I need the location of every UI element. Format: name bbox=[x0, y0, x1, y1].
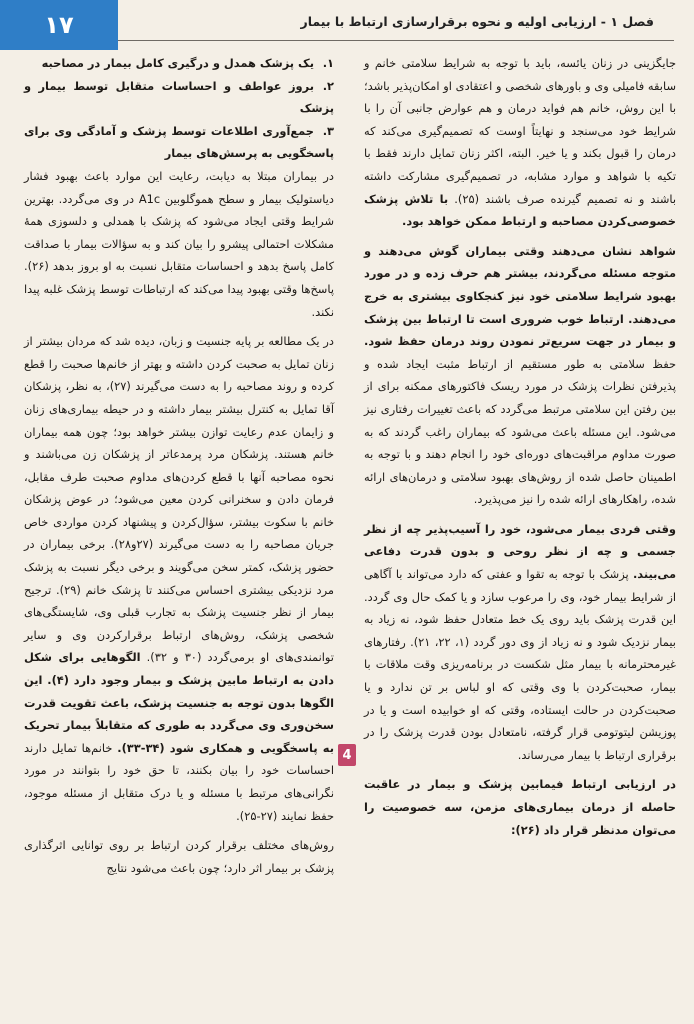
paragraph: در بیماران مبتلا به دیابت، رعایت این موارد باعث بهبود فشار دیاستولیک بیمار و سطح هموگلوبین A1c در وی می‌گردد. بهترین شرایط وقتی ایجاد می‌شود که پزشک با همدلی و دلسوزی همهٔ مشکلات احتمالی پیشرو را بیان کند و به سؤالات بیمار با صداقت کامل پاسخ بدهد و احساسات متقابل نسبت به او بروز بدهد (۲۶). پاسخ‌ها وقتی بهبود پیدا می‌کند که ارتباطات توسط پزشک غلبه پیدا نکند. bbox=[24, 168, 334, 319]
paragraph bbox=[364, 52, 676, 233]
list-item: ۲.بروز عواطف و احساسات متقابل توسط بیمار و پزشک bbox=[24, 78, 334, 116]
paragraph-text: خانم‌ها تمایل دارند احساسات خود را بیان بکنند، تا حق خود را بتوانند در مورد نگرانی‌های مرتبط با مسئله و یا درک متقابل از مسئله موجود، حفظ نمایند (۲۷-۲۵). bbox=[24, 740, 334, 823]
chapter-title: فصل ۱ - ارزیابی اولیه و نحوه برقرارسازی ارتباط با بیمار bbox=[300, 14, 654, 29]
paragraph-text: جایگزینی در زنان یائسه، باید با توجه به شرایط سلامتی خانم و سابقه فامیلی وی و باورهای شخصی و اعتقادی او امکان‌پذیر باشد؛ با این روش، خانم هم فواید درمان و هم عوارض جانبی آن را با شرایط خود می‌سنجد و نهایتاً اوست که تصمیم‌گیری می‌کند که درمان را قبول بکند و یا خیر. البته، اکثر زنان تمایل دارند فقط با تکیه با شواهد و موارد مشابه، در تصمیم‌گیری مشارکت داشته باشند و نه تصمیم گیرنده صرف باشند (۲۵). bbox=[364, 56, 677, 206]
paragraph: روش‌های مختلف برقرار کردن ارتباط بر روی توانایی اثرگذاری پزشک بر بیمار اثر دارد؛ چون باعث می‌شود نتایج bbox=[24, 838, 334, 875]
paragraph bbox=[24, 330, 334, 827]
paragraph bbox=[364, 240, 676, 511]
paragraph-bold-text: وقتی فردی بیمار می‌شود، خود را آسیب‌پذیر چه از نظر جسمی و چه از نظر روحی و بدون قدرت دفاعی می‌بیند. bbox=[364, 521, 676, 582]
page-number: ۱۷ bbox=[0, 0, 118, 50]
left-column bbox=[24, 52, 334, 879]
paragraph-bold-text: الگوهایی برای شکل دادن به ارتباط مابین پزشک و بیمار وجود دارد (۴). این الگوها بدون توجه به جنسیت پزشک، باعث تقویت قدرت سخن‌وری وی می‌گردد به طوری که متقابلاً بیمار تحریک به پاسخگویی و همکاری شود (۳۴-۳۳). bbox=[24, 650, 334, 755]
paragraph-text: حفظ سلامتی به طور مستقیم از ارتباط مثبت ایجاد شده و پذیرفتن نظرات پزشک در مورد ریسک فاکتورهای ممکنه برای از بین رفتن این سلامتی مرتبط می‌گردد که باعث تغییرات رفتاری نیز می‌شود. این مسئله باعث می‌شود که بیماران راغب گردند که به صورت مداوم مراقبت‌های دوره‌ای خود را انجام دهند و با توجه به اطمینان حاصل شده از روش‌های بهبود سلامتی و درمان‌های ارائه شده، راهکارهای ارائه شده را نیز می‌پذیرد. bbox=[364, 356, 676, 507]
numbered-list bbox=[24, 52, 334, 165]
paragraph bbox=[364, 518, 676, 767]
paragraph-bold-text: با تلاش پزشک خصوصی‌کردن مصاحبه و ارتباط ممکن خواهد بود. bbox=[364, 191, 676, 229]
list-item: ۳.جمع‌آوری اطلاعات توسط پزشک و آمادگی وی برای پاسخگویی به پرسش‌های بیمار bbox=[24, 123, 334, 161]
reference-marker: 4 bbox=[338, 744, 356, 766]
paragraph: در ارزیابی ارتباط فیمابین پزشک و بیمار در عاقبت حاصله از درمان بیماری‌های مزمن، سه خصوصیت را می‌توان مدنظر قرار داد (۲۶): bbox=[364, 777, 676, 837]
right-column bbox=[364, 52, 676, 841]
paragraph-text: در یک مطالعه بر پایه جنسیت و زبان، دیده شد که مردان بیشتر از زنان تمایل به صحبت کردن داشته و بهتر از خانم‌ها صحبت را قطع کرده و روند مصاحبه را به دست می‌گیرند (۲۷)، به نظر، پزشکان آقا تمایل به کنترل بیشتر بیمار داشته و در حیطه بیماری‌های زنان و زایمان عدم رعایت توازن بیشتر خواهد بود؛ چون همه بیماران خانم هستند. پزشکان مرد پرمدعاتر از پزشکان زن می‌باشند و نحوه مصاحبه آنها با قطع کردن‌های مداوم صحبت طرف مقابل، فرمان دادن و سخنرانی کردن معین می‌شود؛ در عوض پزشکان خانم با سکوت بیشتر، سؤال‌کردن و پیشنهاد کردن مواردی خاص جریان مصاحبه را به دست می‌گیرند (۲۷و۲۸). برخی بیماران در حضور پزشک، کمتر سخن می‌گویند و برخی دیگر نسبت به پزشک مرد نزدیکی بیشتری احساس می‌کنند تا پزشک خانم (۲۹). ترجیح بیمار از نظر جنسیت پزشک به تجارب قبلی وی، شایستگی‌های شخصی پزشک، روش‌های ارتباط برقرارکردن وی و سایر توانمندی‌های او برمی‌گردد (۳۰ و ۳۲). bbox=[24, 334, 335, 665]
list-item: ۱.یک پزشک همدل و درگیری کامل بیمار در مصاحبه bbox=[41, 56, 334, 70]
paragraph-text: پزشک با توجه به تقوا و عفتی که دارد می‌تواند با آگاهی از شرایط بیمار خود، وی را مرعوب سازد و یا کمک حال وی گردد. این قدرت پزشک باید روی یک خط متعادل حفظ شود، نه زیاد به بیمار نزدیک شود و نه زیاد از وی دور گردد (۱، ۲۲، ۲۱). رفتارهای غیرمحترمانه با بیمار مثل شکست در برنامه‌ریزی وقت ملاقات با بیمار، صحبت‌کردن با وی وقتی که او لباس بر تن ندارد و یا صحبت‌کردن در حالت ایستاده، وقتی که او خوابیده است و یا در پوزیشن لیتوتومی قرار گرفته، نامتعادل بودن قدرت پزشک را در برقراری ارتباط با بیمار می‌رساند. bbox=[364, 567, 676, 762]
header-divider bbox=[118, 40, 674, 41]
paragraph-bold-text: شواهد نشان می‌دهند وقتی بیماران گوش می‌دهند و متوجه مسئله می‌گردند، بیشتر هم حرف زده و در مورد بهبود شرایط سلامتی خود نیز کنجکاوی بیشتری به خرج می‌دهند. ارتباط خوب ضروری است تا ارتباط بین پزشک و بیمار در جهت سریع‌تر نمودن روند درمان حفظ شود. bbox=[364, 243, 676, 349]
